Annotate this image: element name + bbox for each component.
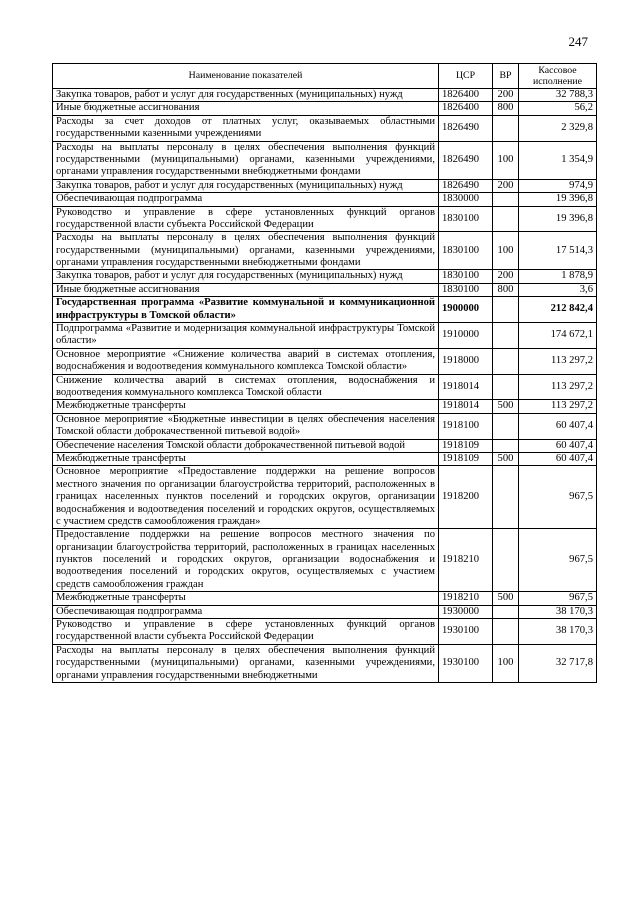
row-vr-cell <box>493 206 519 232</box>
row-amount-cell: 174 672,1 <box>519 323 597 349</box>
row-name-cell: Расходы на выплаты персоналу в целях обеспечения выполнения функций государственными (муниципальными) органами, казенными учреждениями, органами управления государственными внебюджетными фондами <box>53 232 439 270</box>
table-row <box>53 323 597 349</box>
header-csr: ЦСР <box>439 64 493 89</box>
row-vr-cell: 800 <box>493 283 519 296</box>
row-name-cell: Расходы на выплаты персоналу в целях обеспечения выполнения функций государственными (муниципальными) органами, казенными учреждениями, органами управления государственными внебюджетными <box>53 644 439 682</box>
row-name-cell: Закупка товаров, работ и услуг для государственных (муниципальных) нужд <box>53 179 439 192</box>
table-row <box>53 102 597 115</box>
table-row <box>53 141 597 179</box>
row-name-cell: Государственная программа «Развитие коммунальной и коммуникационной инфраструктуры в Томской области» <box>53 297 439 323</box>
table-row <box>53 619 597 645</box>
row-name-cell: Закупка товаров, работ и услуг для государственных (муниципальных) нужд <box>53 270 439 283</box>
row-csr-cell: 1830100 <box>439 206 493 232</box>
row-amount-cell: 60 407,4 <box>519 452 597 465</box>
row-vr-cell <box>493 619 519 645</box>
row-csr-cell: 1826490 <box>439 141 493 179</box>
row-amount-cell: 32 717,8 <box>519 644 597 682</box>
row-csr-cell: 1918200 <box>439 466 493 529</box>
header-name: Наименование показателей <box>53 64 439 89</box>
row-csr-cell: 1910000 <box>439 323 493 349</box>
row-csr-cell: 1918014 <box>439 400 493 413</box>
row-csr-cell: 1918210 <box>439 529 493 592</box>
row-csr-cell: 1826490 <box>439 179 493 192</box>
table-row <box>53 605 597 618</box>
row-csr-cell: 1830000 <box>439 193 493 206</box>
row-name-cell: Руководство и управление в сфере установленных функций органов государственной власти субъекта Российской Федерации <box>53 619 439 645</box>
row-amount-cell: 113 297,2 <box>519 374 597 400</box>
row-vr-cell <box>493 605 519 618</box>
row-amount-cell: 967,5 <box>519 529 597 592</box>
row-name-cell: Иные бюджетные ассигнования <box>53 283 439 296</box>
row-csr-cell: 1930000 <box>439 605 493 618</box>
table-row <box>53 232 597 270</box>
table-row <box>53 592 597 605</box>
table-row <box>53 89 597 102</box>
row-csr-cell: 1918014 <box>439 374 493 400</box>
table-row <box>53 283 597 296</box>
row-vr-cell: 500 <box>493 452 519 465</box>
row-name-cell: Снижение количества аварий в системах отопления, водоснабжения и водоотведения коммунального комплекса Томской области <box>53 374 439 400</box>
row-vr-cell <box>493 348 519 374</box>
row-vr-cell: 100 <box>493 232 519 270</box>
row-vr-cell: 500 <box>493 592 519 605</box>
row-name-cell: Обеспечивающая подпрограмма <box>53 605 439 618</box>
row-csr-cell: 1826400 <box>439 89 493 102</box>
row-csr-cell: 1930100 <box>439 644 493 682</box>
row-vr-cell: 200 <box>493 89 519 102</box>
row-name-cell: Основное мероприятие «Предоставление поддержки на решение вопросов местного значения по организации благоустройства территорий, расположенных в границах населенных пунктов поселений и городских округов, организации водоснабжения и водоотведения поселений и городских округов, осуществляемых с участием средств самообложения граждан» <box>53 466 439 529</box>
table-row <box>53 644 597 682</box>
row-amount-cell: 38 170,3 <box>519 619 597 645</box>
table-row <box>53 413 597 439</box>
row-csr-cell: 1826490 <box>439 115 493 141</box>
row-name-cell: Межбюджетные трансферты <box>53 592 439 605</box>
row-vr-cell: 200 <box>493 270 519 283</box>
row-csr-cell: 1918100 <box>439 413 493 439</box>
row-amount-cell: 967,5 <box>519 466 597 529</box>
row-name-cell: Межбюджетные трансферты <box>53 400 439 413</box>
row-name-cell: Обеспечивающая подпрограмма <box>53 193 439 206</box>
row-name-cell: Основное мероприятие «Снижение количества аварий в системах отопления, водоснабжения и водоотведения коммунального комплекса Томской области» <box>53 348 439 374</box>
budget-table <box>52 63 597 683</box>
row-name-cell: Руководство и управление в сфере установленных функций органов государственной власти субъекта Российской Федерации <box>53 206 439 232</box>
table-row <box>53 206 597 232</box>
row-amount-cell: 32 788,3 <box>519 89 597 102</box>
row-csr-cell: 1918000 <box>439 348 493 374</box>
row-amount-cell: 17 514,3 <box>519 232 597 270</box>
row-vr-cell <box>493 413 519 439</box>
row-vr-cell: 100 <box>493 141 519 179</box>
row-vr-cell <box>493 529 519 592</box>
row-csr-cell: 1918109 <box>439 452 493 465</box>
row-csr-cell: 1830100 <box>439 232 493 270</box>
row-amount-cell: 3,6 <box>519 283 597 296</box>
row-name-cell: Подпрограмма «Развитие и модернизация коммунальной инфраструктуры Томской области» <box>53 323 439 349</box>
table-row <box>53 439 597 452</box>
row-csr-cell: 1900000 <box>439 297 493 323</box>
row-vr-cell: 800 <box>493 102 519 115</box>
row-name-cell: Расходы за счет доходов от платных услуг, оказываемых областными государственными казенными учреждениями <box>53 115 439 141</box>
row-name-cell: Обеспечение населения Томской области доброкачественной питьевой водой <box>53 439 439 452</box>
row-vr-cell <box>493 323 519 349</box>
row-amount-cell: 1 354,9 <box>519 141 597 179</box>
row-amount-cell: 56,2 <box>519 102 597 115</box>
row-name-cell: Межбюджетные трансферты <box>53 452 439 465</box>
row-csr-cell: 1830100 <box>439 270 493 283</box>
row-vr-cell <box>493 374 519 400</box>
row-csr-cell: 1918109 <box>439 439 493 452</box>
table-row <box>53 348 597 374</box>
row-csr-cell: 1830100 <box>439 283 493 296</box>
table-row <box>53 179 597 192</box>
row-name-cell: Расходы на выплаты персоналу в целях обеспечения выполнения функций государственными (муниципальными) органами, казенными учреждениями, органами управления государственными внебюджетными фондами <box>53 141 439 179</box>
row-amount-cell: 2 329,8 <box>519 115 597 141</box>
row-vr-cell <box>493 439 519 452</box>
row-amount-cell: 1 878,9 <box>519 270 597 283</box>
table-row <box>53 374 597 400</box>
row-name-cell: Иные бюджетные ассигнования <box>53 102 439 115</box>
table-row <box>53 115 597 141</box>
table-body <box>53 89 597 683</box>
row-amount-cell: 113 297,2 <box>519 400 597 413</box>
table-row <box>53 297 597 323</box>
header-amount-line2: исполнение <box>533 76 582 87</box>
row-amount-cell: 19 396,8 <box>519 206 597 232</box>
table-row <box>53 400 597 413</box>
row-vr-cell: 500 <box>493 400 519 413</box>
row-amount-cell: 113 297,2 <box>519 348 597 374</box>
table-row <box>53 466 597 529</box>
row-vr-cell <box>493 466 519 529</box>
row-amount-cell: 60 407,4 <box>519 413 597 439</box>
row-vr-cell <box>493 297 519 323</box>
row-name-cell: Закупка товаров, работ и услуг для государственных (муниципальных) нужд <box>53 89 439 102</box>
row-amount-cell: 212 842,4 <box>519 297 597 323</box>
row-amount-cell: 19 396,8 <box>519 193 597 206</box>
header-amount-line1: Кассовое <box>538 64 577 76</box>
row-vr-cell: 200 <box>493 179 519 192</box>
row-amount-cell: 974,9 <box>519 179 597 192</box>
header-vr: ВР <box>493 64 519 89</box>
row-csr-cell: 1930100 <box>439 619 493 645</box>
row-amount-cell: 967,5 <box>519 592 597 605</box>
row-amount-cell: 60 407,4 <box>519 439 597 452</box>
row-name-cell: Основное мероприятие «Бюджетные инвестиции в целях обеспечения населения Томской области доброкачественной питьевой водой» <box>53 413 439 439</box>
page-number: 247 <box>568 34 588 49</box>
table-row <box>53 529 597 592</box>
row-amount-cell: 38 170,3 <box>519 605 597 618</box>
row-vr-cell <box>493 115 519 141</box>
row-csr-cell: 1826400 <box>439 102 493 115</box>
table-row <box>53 270 597 283</box>
table-row <box>53 193 597 206</box>
table-header-row <box>53 64 597 89</box>
row-name-cell: Предоставление поддержки на решение вопросов местного значения по организации благоустройства территорий, расположенных в границах населенных пунктов поселений и городских округов, организации водоснабжения и водоотведения поселений и городских округов, осуществляемых с участием средств самообложения граждан <box>53 529 439 592</box>
table-row <box>53 452 597 465</box>
header-amount <box>519 64 597 89</box>
row-vr-cell: 100 <box>493 644 519 682</box>
row-csr-cell: 1918210 <box>439 592 493 605</box>
row-vr-cell <box>493 193 519 206</box>
